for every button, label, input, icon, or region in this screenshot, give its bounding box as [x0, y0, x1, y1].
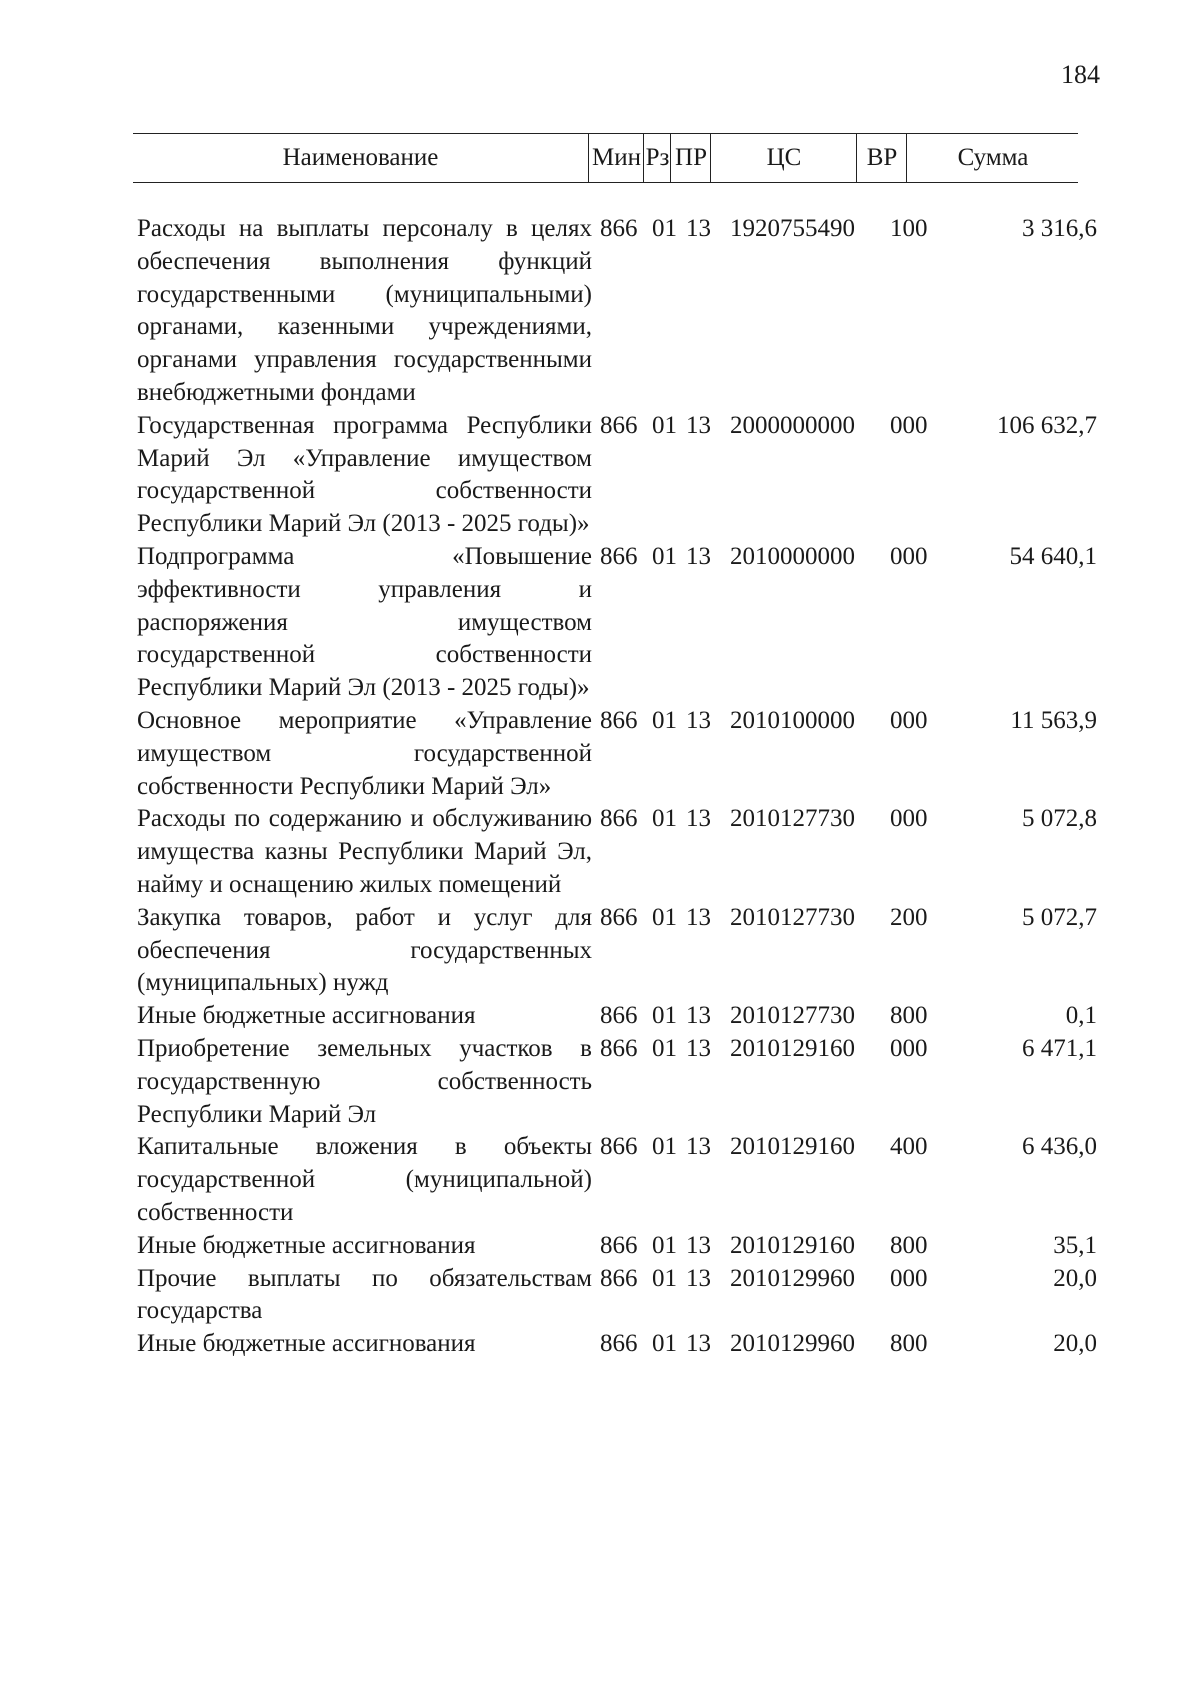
row-pr: 13	[686, 215, 711, 242]
row-min: 866	[600, 1002, 638, 1030]
row-cs: 2010129160	[730, 1034, 855, 1062]
row-rz: 01	[652, 1002, 677, 1030]
row-min: 866	[600, 1330, 638, 1358]
row-name: Подпрограмма «Повышение эффективности управления и распоряжения имуществом государственной собственности Республики Марий Эл (2013 - 2025 годы)»	[137, 542, 592, 702]
row-vr: 000	[890, 1264, 928, 1292]
row-min: 866	[600, 1034, 638, 1062]
row-min: 866	[600, 1231, 638, 1259]
row-vr: 800	[890, 1330, 928, 1358]
row-min: 866	[600, 215, 638, 242]
row-min: 866	[600, 411, 638, 439]
row-sum: 35,1	[1053, 1231, 1097, 1259]
table-row	[137, 1230, 1097, 1263]
row-min: 866	[600, 805, 638, 833]
row-sum: 0,1	[1065, 1002, 1097, 1030]
row-pr: 13	[686, 706, 711, 734]
column-header-cs: ЦС	[710, 134, 857, 182]
row-pr: 13	[686, 1002, 711, 1030]
row-pr: 13	[686, 903, 711, 931]
table-row	[137, 1328, 1097, 1361]
row-name: Иные бюджетные ассигнования	[137, 1231, 476, 1259]
row-sum: 11 563,9	[1010, 706, 1097, 734]
row-name: Государственная программа Республики Марий Эл «Управление имуществом государственной собственности Республики Марий Эл (2013 - 2025 годы)»	[137, 411, 592, 538]
row-min: 866	[600, 1264, 638, 1292]
row-rz: 01	[652, 1330, 677, 1358]
table-row	[137, 1131, 1097, 1229]
row-rz: 01	[652, 1034, 677, 1062]
row-vr: 800	[890, 1002, 928, 1030]
row-pr: 13	[686, 1264, 711, 1292]
row-min: 866	[600, 903, 638, 931]
column-header-rz: Рз	[643, 134, 671, 182]
row-vr: 000	[890, 411, 928, 439]
table-row	[137, 213, 1097, 410]
budget-table	[137, 213, 1097, 1361]
row-sum: 6 436,0	[1022, 1133, 1097, 1161]
row-sum: 54 640,1	[1009, 542, 1097, 570]
row-cs: 2010129960	[730, 1264, 855, 1292]
column-header-sum: Сумма	[906, 134, 1079, 182]
row-cs: 1920755490	[730, 215, 855, 242]
row-vr: 000	[890, 706, 928, 734]
row-pr: 13	[686, 1034, 711, 1062]
table-row	[137, 541, 1097, 705]
row-cs: 2000000000	[730, 411, 855, 439]
row-sum: 3 316,6	[1022, 215, 1097, 242]
table-row	[137, 410, 1097, 541]
row-rz: 01	[652, 1264, 677, 1292]
row-rz: 01	[652, 411, 677, 439]
table-row	[137, 803, 1097, 901]
row-name: Иные бюджетные ассигнования	[137, 1330, 476, 1358]
row-vr: 000	[890, 542, 928, 570]
table-row	[137, 902, 1097, 1000]
row-rz: 01	[652, 805, 677, 833]
row-pr: 13	[686, 1231, 711, 1259]
row-rz: 01	[652, 903, 677, 931]
row-sum: 20,0	[1053, 1264, 1097, 1292]
row-vr: 200	[890, 903, 928, 931]
row-cs: 2010127730	[730, 1002, 855, 1030]
row-cs: 2010129960	[730, 1330, 855, 1358]
row-cs: 2010129160	[730, 1133, 855, 1161]
row-pr: 13	[686, 542, 711, 570]
row-vr: 400	[890, 1133, 928, 1161]
row-pr: 13	[686, 1330, 711, 1358]
row-sum: 20,0	[1053, 1330, 1097, 1358]
row-min: 866	[600, 542, 638, 570]
row-name: Расходы на выплаты персоналу в целях обеспечения выполнения функций государственными (муниципальными) органами, казенными учреждениями, органами управления государственными внебюджетными фондами	[137, 215, 592, 406]
row-rz: 01	[652, 1231, 677, 1259]
column-header-name: Наименование	[282, 144, 439, 171]
row-sum: 6 471,1	[1022, 1034, 1097, 1062]
row-name: Капитальные вложения в объекты государственной (муниципальной) собственности	[137, 1133, 592, 1226]
row-sum: 5 072,7	[1022, 903, 1097, 931]
row-vr: 100	[890, 215, 928, 242]
row-name: Расходы по содержанию и обслуживанию имущества казны Республики Марий Эл, найму и оснащению жилых помещений	[137, 805, 592, 898]
row-name: Основное мероприятие «Управление имуществом государственной собственности Республики Марий Эл»	[137, 706, 592, 800]
row-vr: 800	[890, 1231, 928, 1259]
row-rz: 01	[652, 706, 677, 734]
row-rz: 01	[652, 542, 677, 570]
row-rz: 01	[652, 215, 677, 242]
row-min: 866	[600, 1133, 638, 1161]
page-number: 184	[1061, 60, 1100, 89]
column-header-pr: ПР	[670, 134, 711, 182]
row-cs: 2010000000	[730, 542, 855, 570]
table-row	[137, 1263, 1097, 1329]
table-row	[137, 705, 1097, 803]
row-pr: 13	[686, 1133, 711, 1161]
table-row	[137, 1000, 1097, 1033]
column-header-vr: ВР	[856, 134, 907, 182]
table-header	[133, 133, 1078, 183]
row-name: Иные бюджетные ассигнования	[137, 1002, 476, 1030]
row-name: Приобретение земельных участков в государственную собственность Республики Марий Эл	[137, 1034, 592, 1128]
row-pr: 13	[686, 805, 711, 833]
table-row	[137, 1033, 1097, 1131]
row-cs: 2010127730	[730, 903, 855, 931]
row-cs: 2010127730	[730, 805, 855, 833]
row-sum: 106 632,7	[997, 411, 1097, 439]
row-vr: 000	[890, 1034, 928, 1062]
row-sum: 5 072,8	[1022, 805, 1097, 833]
row-cs: 2010100000	[730, 706, 855, 734]
row-name: Закупка товаров, работ и услуг для обеспечения государственных (муниципальных) нужд	[137, 903, 592, 997]
row-rz: 01	[652, 1133, 677, 1161]
column-header-min: Мин	[588, 134, 644, 182]
row-vr: 000	[890, 805, 928, 833]
row-pr: 13	[686, 411, 711, 439]
row-min: 866	[600, 706, 638, 734]
row-cs: 2010129160	[730, 1231, 855, 1259]
row-name: Прочие выплаты по обязательствам государства	[137, 1264, 592, 1325]
